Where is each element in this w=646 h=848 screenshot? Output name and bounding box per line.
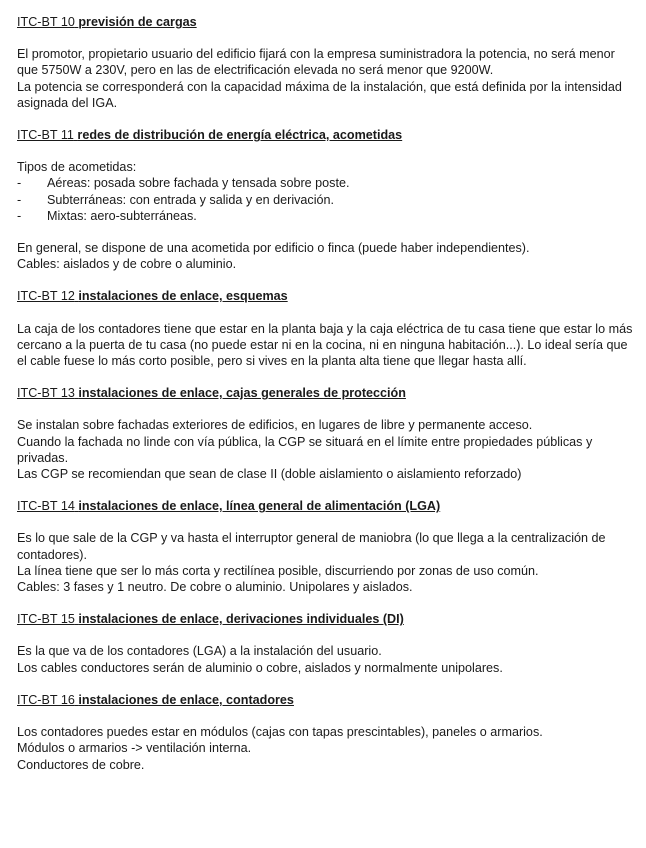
body-line: Cables: aislados y de cobre o aluminio. [17, 257, 237, 272]
list-item [17, 192, 634, 208]
section-title: instalaciones de enlace, cajas generales de protección [78, 386, 406, 401]
body-line: Los cables conductores serán de aluminio o cobre, aislados y normalmente unipolares. [17, 660, 503, 675]
list-item-text: Mixtas: aero-subterráneas. [47, 208, 197, 223]
body-line: Es lo que sale de la CGP y va hasta el interruptor general de maniobra (lo que llega a la centralización de contadores). [17, 531, 606, 562]
section-title: instalaciones de enlace, esquemas [78, 289, 288, 304]
section-body [17, 417, 634, 482]
section-title: instalaciones de enlace, contadores [78, 692, 294, 707]
body-line: Es la que va de los contadores (LGA) a la instalación del usuario. [17, 644, 382, 659]
section-heading [17, 14, 634, 30]
body-line: Los contadores puedes estar en módulos (cajas con tapas prescintables), paneles o armarios. [17, 725, 543, 740]
section-code: ITC-BT 16 [17, 692, 75, 707]
acometidas-list [17, 175, 634, 224]
section-code: ITC-BT 11 [17, 128, 74, 143]
section-itc-bt-11 [17, 127, 634, 272]
section-body [17, 724, 634, 773]
section-title: instalaciones de enlace, línea general de alimentación (LGA) [78, 499, 441, 514]
section-heading [17, 288, 634, 304]
section-body [17, 240, 634, 272]
section-code: ITC-BT 10 [17, 15, 75, 29]
section-itc-bt-14 [17, 498, 634, 595]
section-title: previsión de cargas [78, 15, 197, 29]
section-heading [17, 611, 634, 627]
body-line: La línea tiene que ser lo más corta y rectilínea posible, discurriendo por zonas de uso común. [17, 563, 539, 578]
list-intro: Tipos de acometidas: [17, 160, 137, 175]
list-item-text: Aéreas: posada sobre fachada y tensada sobre poste. [47, 176, 350, 191]
section-body [17, 643, 634, 675]
section-code: ITC-BT 12 [17, 289, 75, 304]
body-line: Cuando la fachada no linde con vía pública, la CGP se situará en el límite entre propiedades públicas y privadas. [17, 434, 593, 465]
section-itc-bt-12 [17, 288, 634, 369]
section-code: ITC-BT 15 [17, 612, 75, 627]
section-body [17, 321, 634, 370]
list-item-text: Subterráneas: con entrada y salida y en derivación. [47, 192, 335, 207]
list-item [17, 208, 634, 224]
body-line: Se instalan sobre fachadas exteriores de edificios, en lugares de libre y permanente acceso. [17, 418, 533, 433]
section-itc-bt-13 [17, 385, 634, 482]
section-body [17, 159, 634, 224]
dash-bullet: - [17, 192, 22, 207]
section-heading [17, 692, 634, 708]
body-line: La caja de los contadores tiene que estar en la planta baja y la caja eléctrica de tu casa tiene que estar lo más cercano a la puerta de tu casa (no puede estar ni en la cocina, ni en ninguna habitación...). Lo ideal sería que el cable fuese lo más corto posible, pero si vives en la planta alta tiene que llegar hasta allí. [17, 321, 633, 369]
section-body [17, 530, 634, 595]
section-itc-bt-15 [17, 611, 634, 676]
section-itc-bt-10 [17, 14, 634, 111]
body-line: El promotor, propietario usuario del edificio fijará con la empresa suministradora la potencia, no será menor que 5750W a 230V, pero en las de electrificación elevada no será menor que 9200W. [17, 47, 615, 78]
body-line: Las CGP se recomiendan que sean de clase II (doble aislamiento o aislamiento reforzado) [17, 467, 522, 482]
section-heading [17, 498, 634, 514]
body-line: Conductores de cobre. [17, 757, 145, 772]
dash-bullet: - [17, 176, 22, 191]
section-heading [17, 385, 634, 401]
body-line: Módulos o armarios -> ventilación interna. [17, 741, 252, 756]
body-line: En general, se dispone de una acometida por edificio o finca (puede haber independientes). [17, 241, 530, 256]
dash-bullet: - [17, 208, 22, 223]
list-item [17, 175, 634, 191]
section-heading [17, 127, 634, 143]
body-line: La potencia se corresponderá con la capacidad máxima de la instalación, que está definida por la intensidad asignada del IGA. [17, 79, 622, 110]
section-title: instalaciones de enlace, derivaciones individuales (DI) [78, 612, 404, 627]
section-body [17, 46, 634, 111]
section-code: ITC-BT 14 [17, 499, 75, 514]
section-code: ITC-BT 13 [17, 386, 75, 401]
body-line: Cables: 3 fases y 1 neutro. De cobre o aluminio. Unipolares y aislados. [17, 580, 413, 595]
section-itc-bt-16 [17, 692, 634, 773]
section-title: redes de distribución de energía eléctrica, acometidas [77, 128, 403, 143]
